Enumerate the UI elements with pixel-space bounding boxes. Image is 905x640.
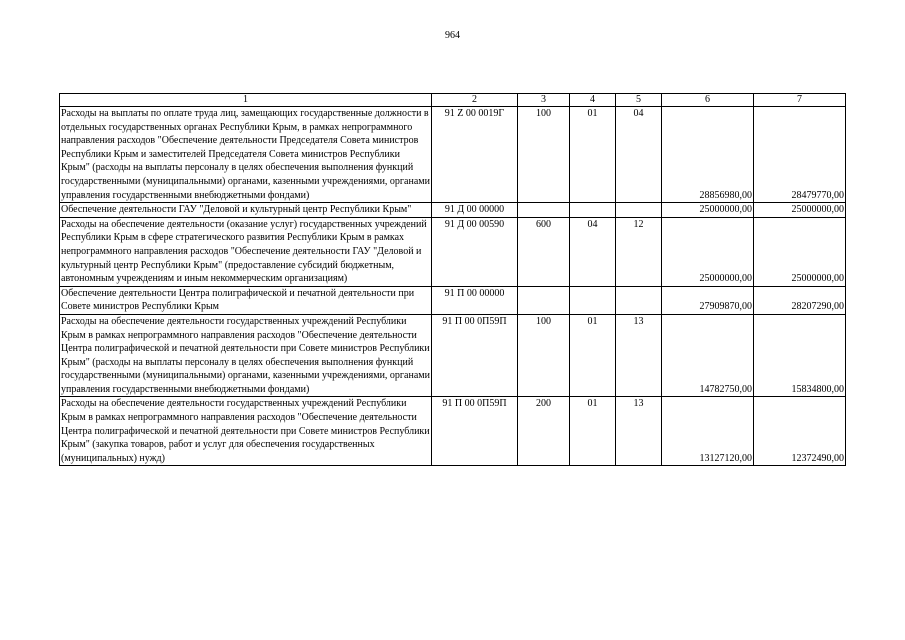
page-number: 964: [445, 30, 460, 41]
row-section: [570, 286, 616, 314]
row-code: 91 П 00 0П59П: [432, 397, 518, 466]
table-header-row: [60, 94, 846, 107]
row-section: [570, 203, 616, 218]
row-expense-type: [518, 286, 570, 314]
row-section: 01: [570, 107, 616, 203]
table-row: [60, 286, 846, 314]
row-amount-col6: 25000000,00: [662, 203, 754, 218]
row-amount-col6: 25000000,00: [662, 217, 754, 286]
table-row: [60, 107, 846, 203]
row-subsection: 13: [616, 397, 662, 466]
row-description: Расходы на выплаты по оплате труда лиц, замещающих государственные должности в отдельных государственных органах Республики Крым, в рамках непрограммного направления расходов "Обеспечение деятельности Председателя Совета министров Республики Крым и заместителей Председателя Совета министров Республики Крым" (расходы на выплаты персоналу в целях обеспечения выполнения функций государственными (муниципальными) органами, казенными учреждениями, органами управления государственными внебюджетными фондами): [60, 107, 432, 203]
column-header: 6: [662, 94, 754, 107]
row-amount-col7: 25000000,00: [754, 203, 846, 218]
row-description: Расходы на обеспечение деятельности государственных учреждений Республики Крым в рамках непрограммного направления расходов "Обеспечение деятельности Центра полиграфической и печатной деятельности при Совете министров Республики Крым" (расходы на выплаты персоналу в целях обеспечения выполнения функций государственными (муниципальными) органами, казенными учреждениями, органами управления государственными внебюджетными фондами): [60, 314, 432, 397]
row-expense-type: [518, 203, 570, 218]
row-expense-type: 100: [518, 314, 570, 397]
row-amount-col7: 28207290,00: [754, 286, 846, 314]
row-amount-col6: 13127120,00: [662, 397, 754, 466]
row-subsection: [616, 203, 662, 218]
row-section: 01: [570, 314, 616, 397]
row-amount-col6: 27909870,00: [662, 286, 754, 314]
row-expense-type: 100: [518, 107, 570, 203]
row-section: 04: [570, 217, 616, 286]
row-description: Расходы на обеспечение деятельности государственных учреждений Республики Крым в рамках непрограммного направления расходов "Обеспечение деятельности Центра полиграфической и печатной деятельности при Совете министров Республики Крым" (закупка товаров, работ и услуг для обеспечения государственных (муниципальных) нужд): [60, 397, 432, 466]
row-description: Обеспечение деятельности ГАУ "Деловой и культурный центр Республики Крым": [60, 203, 432, 218]
column-header: 1: [60, 94, 432, 107]
row-amount-col7: 15834800,00: [754, 314, 846, 397]
row-subsection: 13: [616, 314, 662, 397]
row-description: Расходы на обеспечение деятельности (оказание услуг) государственных учреждений Республики Крым в сфере стратегического развития Республики Крым в рамках непрограммного направления расходов "Обеспечение деятельности ГАУ "Деловой и культурный центр Республики Крым" (предоставление субсидий бюджетным, автономным учреждениям и иным некоммерческим организациям): [60, 217, 432, 286]
row-amount-col7: 12372490,00: [754, 397, 846, 466]
row-amount-col7: 25000000,00: [754, 217, 846, 286]
table-row: [60, 217, 846, 286]
row-code: 91 Д 00 00590: [432, 217, 518, 286]
row-code: 91 Z 00 0019Г: [432, 107, 518, 203]
budget-table: [59, 93, 846, 466]
table-row: [60, 397, 846, 466]
row-amount-col6: 14782750,00: [662, 314, 754, 397]
row-code: 91 П 00 0П59П: [432, 314, 518, 397]
row-amount-col6: 28856980,00: [662, 107, 754, 203]
row-amount-col7: 28479770,00: [754, 107, 846, 203]
row-section: 01: [570, 397, 616, 466]
row-subsection: [616, 286, 662, 314]
table-row: [60, 314, 846, 397]
row-subsection: 04: [616, 107, 662, 203]
row-subsection: 12: [616, 217, 662, 286]
row-expense-type: 200: [518, 397, 570, 466]
column-header: 5: [616, 94, 662, 107]
table-row: [60, 203, 846, 218]
row-code: 91 Д 00 00000: [432, 203, 518, 218]
column-header: 2: [432, 94, 518, 107]
row-expense-type: 600: [518, 217, 570, 286]
row-code: 91 П 00 00000: [432, 286, 518, 314]
column-header: 7: [754, 94, 846, 107]
column-header: 3: [518, 94, 570, 107]
column-header: 4: [570, 94, 616, 107]
row-description: Обеспечение деятельности Центра полиграфической и печатной деятельности при Совете министров Республики Крым: [60, 286, 432, 314]
